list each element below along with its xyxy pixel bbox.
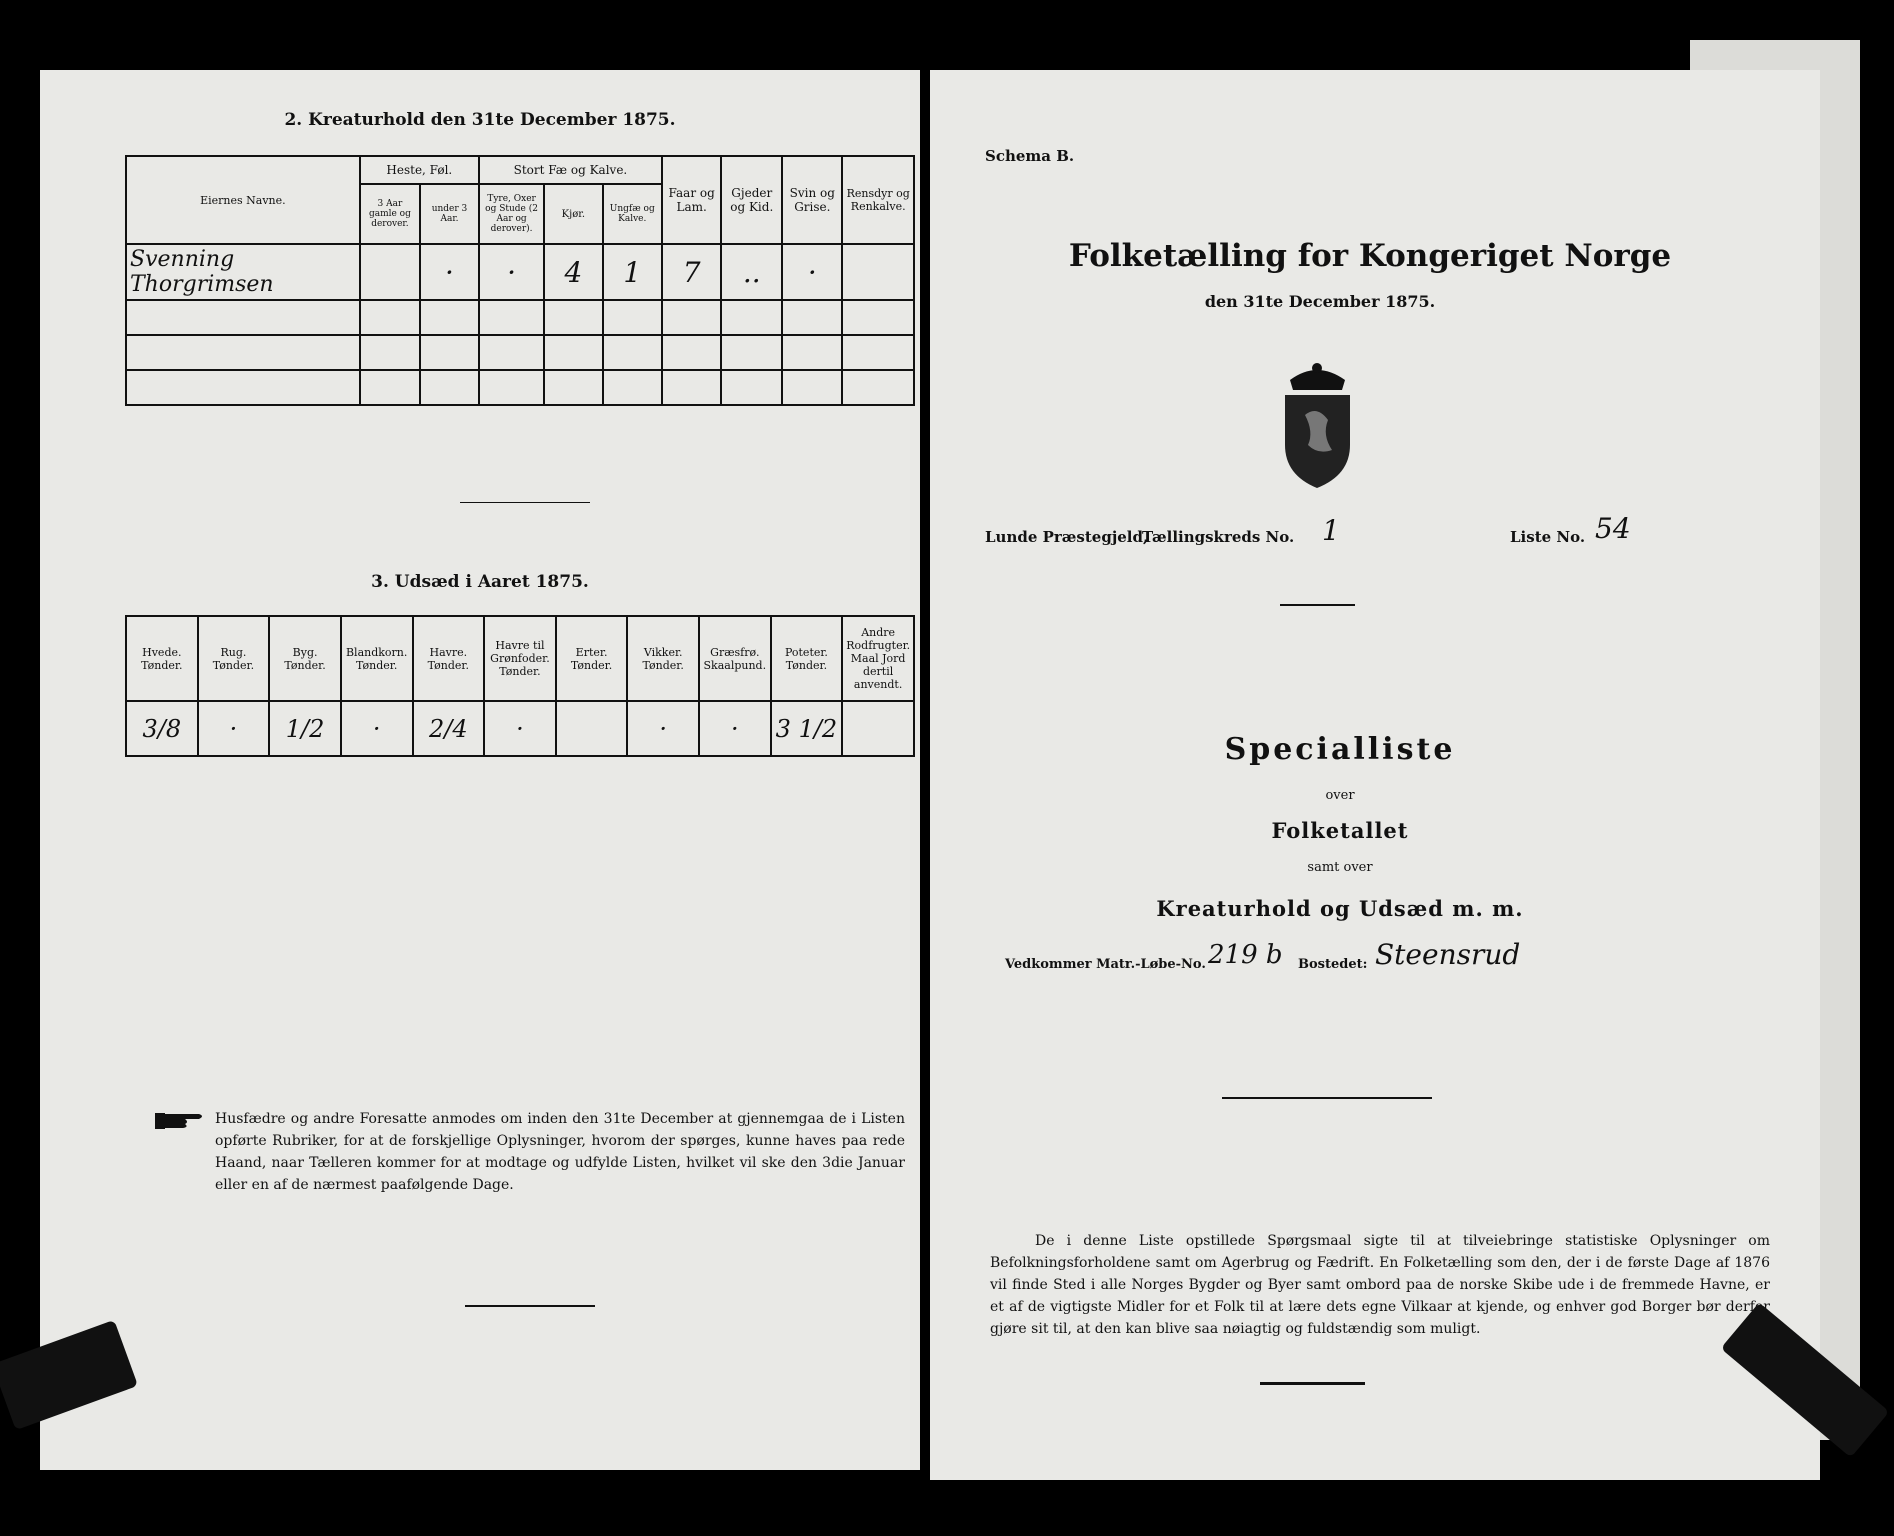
- crop-value-cell: ·: [198, 701, 270, 756]
- crop-value-cell: 3 1/2: [771, 701, 843, 756]
- prestegjeld-label: Lunde Præstegjeld,: [985, 528, 1149, 546]
- cell-ungfae: 1: [603, 244, 662, 300]
- cell-heste-a: [360, 244, 420, 300]
- bostedet-value: Steensrud: [1375, 938, 1521, 971]
- crop-header-cell: Havre. Tønder.: [413, 616, 485, 701]
- crop-header-cell: Havre til Grønfoder. Tønder.: [484, 616, 556, 701]
- over-text: over: [1325, 788, 1355, 803]
- col-rensdyr-header: Rensdyr og Renkalve.: [842, 156, 914, 244]
- crop-header-cell: Rug. Tønder.: [198, 616, 270, 701]
- crop-value-cell: 1/2: [269, 701, 341, 756]
- crop-header-cell: Blandkorn. Tønder.: [341, 616, 413, 701]
- crop-value-cell: 3/8: [126, 701, 198, 756]
- cell-svin: ·: [782, 244, 842, 300]
- crop-value-cell: ·: [699, 701, 771, 756]
- liste-value: 54: [1595, 512, 1631, 545]
- col-tyre-sub: Tyre, Oxer og Stude (2 Aar og derover).: [479, 184, 544, 244]
- crop-header-cell: Andre Rodfrugter. Maal Jord dertil anvendt.: [842, 616, 914, 701]
- crop-header-cell: Poteter. Tønder.: [771, 616, 843, 701]
- cell-heste-b: ·: [420, 244, 479, 300]
- cell-tyre: ·: [479, 244, 544, 300]
- specialliste-heading: Specialliste: [1224, 732, 1456, 767]
- right-page: [930, 70, 1820, 1480]
- cell-kjor: 4: [544, 244, 602, 300]
- kreds-label: Tællingskreds No.: [1142, 528, 1295, 546]
- divider: [465, 1305, 595, 1307]
- cell-gjeder: ..: [721, 244, 782, 300]
- left-page: [40, 70, 920, 1470]
- col-heste-header: Heste, Føl.: [360, 156, 479, 184]
- liste-label: Liste No.: [1510, 528, 1586, 546]
- col-svin-header: Svin og Grise.: [782, 156, 842, 244]
- col-heste-sub2: under 3 Aar.: [420, 184, 479, 244]
- intro-paragraph: De i denne Liste opstillede Spørgsmaal sigte til at tilveiebringe statistiske Oplysninger om Befolkningsforholdene samt om Agerbrug og Fædrift. En Folketælling som den, der i de første Dage af 1876 vil finde Sted i alle Norges Bygder og Byer samt ombord paa de norske Skibe ude i de fremmede Havne, er et af de vigtigste Midler for et Folk til at lære dets egne Vilkaar at kjende, og enhver god Borger bør derfor gjøre sit til, at den kan blive saa nøiagtig og fuldstændig som muligt.: [990, 1233, 1770, 1337]
- notice-text: Husfædre og andre Foresatte anmodes om inden den 31te December at gjennemgaa de i Listen opførte Rubriker, for at de forskjellige Oplysninger, hvorom der spørges, kunne haves paa rede Haand, naar Tælleren kommer for at modtage og udfylde Listen, hvilket vil ske den 3die Januar eller en af de nærmest paafølgende Dage.: [215, 1111, 905, 1193]
- divider: [1280, 604, 1355, 606]
- crop-header-cell: Græsfrø. Skaalpund.: [699, 616, 771, 701]
- schema-label: Schema B.: [985, 147, 1075, 165]
- crop-header-row: [126, 616, 914, 701]
- crop-value-cell: ·: [484, 701, 556, 756]
- folketallet-heading: Folketallet: [1271, 818, 1409, 843]
- empty-row: [126, 370, 914, 405]
- crop-table: [125, 615, 915, 757]
- divider: [460, 502, 590, 503]
- crop-header-cell: Vikker. Tønder.: [627, 616, 699, 701]
- divider: [1260, 1382, 1365, 1385]
- owner-name-cell: Svenning Thorgrimsen: [126, 244, 360, 300]
- section3-title: 3. Udsæd i Aaret 1875.: [371, 572, 589, 592]
- crop-value-cell: ·: [341, 701, 413, 756]
- divider: [1222, 1097, 1432, 1099]
- col-kjor-sub: Kjør.: [544, 184, 602, 244]
- crop-value-cell: [842, 701, 914, 756]
- livestock-table: [125, 155, 915, 406]
- crop-value-cell: ·: [627, 701, 699, 756]
- crop-value-row: [126, 701, 914, 756]
- date-subtitle: den 31te December 1875.: [1204, 292, 1436, 311]
- col-ungfae-sub: Ungfæ og Kalve.: [603, 184, 662, 244]
- col-name-header: Eiernes Navne.: [126, 156, 360, 244]
- samt-over-text: samt over: [1307, 860, 1373, 875]
- crop-value-cell: [556, 701, 628, 756]
- matr-label: Vedkommer Matr.-Løbe-No.: [1005, 957, 1206, 972]
- kreaturhold-heading: Kreaturhold og Udsæd m. m.: [1156, 896, 1524, 921]
- coat-of-arms-icon: [1270, 360, 1365, 490]
- col-faar-header: Faar og Lam.: [662, 156, 721, 244]
- cell-faar: 7: [662, 244, 721, 300]
- pointing-hand-icon: [155, 1110, 207, 1132]
- main-title: Folketælling for Kongeriget Norge: [1068, 238, 1672, 274]
- empty-row: [126, 335, 914, 370]
- col-heste-sub1: 3 Aar gamle og derover.: [360, 184, 420, 244]
- kreds-value: 1: [1322, 514, 1340, 547]
- crop-header-cell: Byg. Tønder.: [269, 616, 341, 701]
- col-stort-header: Stort Fæ og Kalve.: [479, 156, 662, 184]
- section2-title: 2. Kreaturhold den 31te December 1875.: [284, 110, 676, 130]
- cell-rensdyr: [842, 244, 914, 300]
- bostedet-label: Bostedet:: [1298, 957, 1368, 972]
- col-gjeder-header: Gjeder og Kid.: [721, 156, 782, 244]
- matr-value: 219 b: [1208, 940, 1283, 970]
- crop-header-cell: Erter. Tønder.: [556, 616, 628, 701]
- crop-value-cell: 2/4: [413, 701, 485, 756]
- crop-header-cell: Hvede. Tønder.: [126, 616, 198, 701]
- empty-row: [126, 300, 914, 335]
